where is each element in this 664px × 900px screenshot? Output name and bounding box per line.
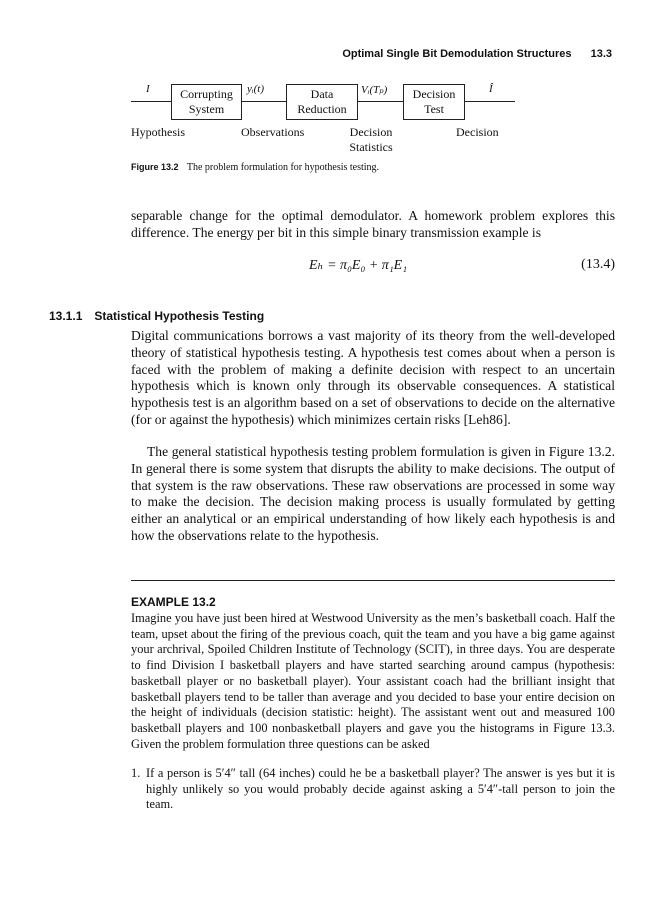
running-title: Optimal Single Bit Demodulation Structures — [342, 48, 572, 60]
intro-paragraph: separable change for the optimal demodulator. A homework problem explores this difference. The energy per bit in this simple binary transmission example is — [131, 208, 615, 240]
figure-caption — [131, 162, 379, 173]
data-reduction-block — [286, 84, 358, 120]
list-item-text: If a person is 5′4″ tall (64 inches) could he be a basketball player? The answer is yes but it is highly unlikely so you would probably decide against asking a 5′4″-tall person to join the team. — [146, 766, 615, 812]
decision-label: Decision — [456, 125, 499, 139]
example-question-list — [131, 766, 615, 813]
block-line: Corrupting — [180, 87, 233, 101]
hypothesis-label: Hypothesis — [131, 125, 185, 139]
output-symbol: Î — [489, 83, 493, 95]
section-heading — [49, 309, 264, 323]
wire-input — [131, 101, 171, 102]
list-item-marker: 1. — [131, 766, 141, 780]
section-title: Statistical Hypothesis Testing — [94, 309, 265, 323]
wire-observation — [241, 101, 286, 102]
wire-statistic — [358, 101, 403, 102]
statistic-signal: Vᵢ(Tₚ) — [361, 84, 388, 96]
equation-text: Eₕ = π₀E₀ + π₁E₁ — [309, 258, 408, 273]
figure-caption-text: The problem formulation for hypothesis testing. — [186, 162, 380, 173]
list-item — [131, 766, 615, 813]
block-line: System — [188, 102, 225, 116]
decision-statistics-label — [346, 125, 396, 155]
page-number: 13.3 — [590, 48, 612, 60]
figure-caption-number: Figure 13.2 — [131, 162, 179, 172]
corrupting-system-block — [171, 84, 242, 120]
block-line: Data — [310, 87, 334, 101]
section-number: 13.1.1 — [49, 309, 83, 323]
block-diagram — [0, 0, 664, 180]
decision-test-block — [403, 84, 465, 120]
example-body: Imagine you have just been hired at Westwood University as the men’s basketball coach. Half the team, upset about the firing of the previous coach, quit the team and you have a big game against your archrival, Spoiled Children Institute of Technology (SCIT), in three days. You are desperate to find Division I basketball players and have started searching around campus (hypothesis: basketball player or no basketball player). Your assistant coach had the brilliant insight that basketball players tend to be taller than average and you decided to base your entire decision on the height of individuals (decision statistic: height). The assistant went out and measured 100 basketball players and 100 nonbasketball players and gave you the histograms in Figure 13.3. Given the problem formulation three questions can be asked — [131, 611, 615, 751]
decision-statistics-line1: Decision — [349, 125, 393, 139]
body-paragraph: The general statistical hypothesis testing problem formulation is given in Figure 13.2. In general there is some system that disrupts the ability to make decisions. The output of that system is the raw observations. These raw observations are processed in some way to make the decision. The decision making process is usually formulated by getting either an analytical or an empirical understanding of how likely each hypothesis is and how the observations relate to the hypothesis. — [131, 444, 615, 543]
wire-output — [465, 101, 515, 102]
decision-statistics-line2: Statistics — [349, 140, 393, 154]
input-symbol: I — [146, 83, 150, 95]
body-paragraph: Digital communications borrows a vast majority of its theory from the well-developed theory of statistical hypothesis testing. A hypothesis test comes about when a person is faced with the problem of making a definite decision with respect to an uncertain hypothesis which is known only through its observable consequences. A statistical hypothesis test is an algorithm based on a set of observations to decide on the alternative (for or against the hypothesis) which minimizes certain risks [Leh86]. — [131, 328, 615, 427]
observation-signal: yᵢ(t) — [247, 83, 265, 95]
block-line: Test — [424, 102, 444, 116]
observations-label: Observations — [241, 125, 305, 139]
example-title: EXAMPLE 13.2 — [131, 595, 216, 609]
block-line: Decision — [412, 87, 456, 101]
example-divider — [131, 580, 615, 581]
equation-number: (13.4) — [581, 257, 615, 272]
block-line: Reduction — [297, 102, 347, 116]
